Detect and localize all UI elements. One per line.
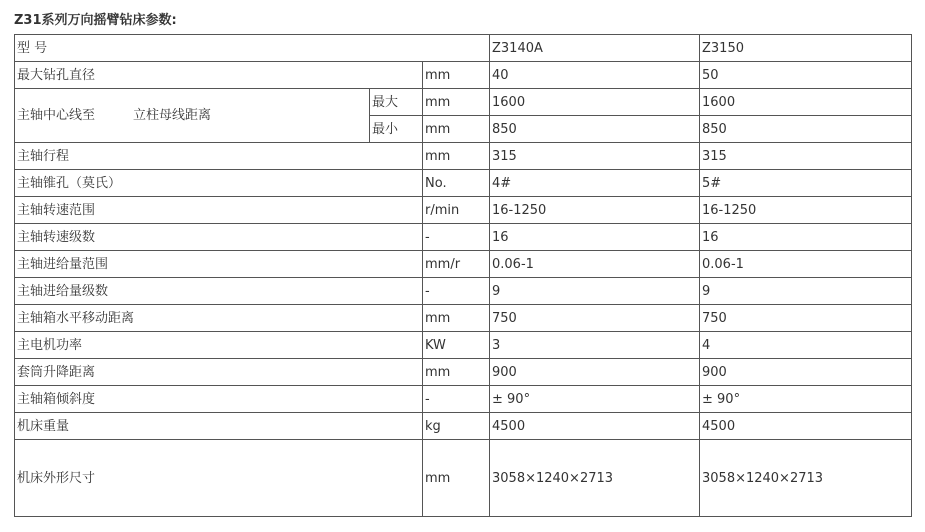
param-unit: mm [423, 116, 490, 143]
param-name [15, 89, 370, 143]
param-unit: r/min [423, 197, 490, 224]
param-name: 主电机功率 [15, 332, 423, 359]
table-row [15, 305, 912, 332]
param-unit: - [423, 224, 490, 251]
param-unit: No. [423, 170, 490, 197]
table-row [15, 332, 912, 359]
value-b: 900 [700, 359, 912, 386]
value-a: 850 [490, 116, 700, 143]
table-row [15, 143, 912, 170]
value-b: ± 90° [700, 386, 912, 413]
sub-label-min: 最小 [370, 116, 423, 143]
header-label: 型 号 [15, 35, 490, 62]
param-name-part2: 立柱母线距离 [133, 108, 212, 123]
value-b: 1600 [700, 89, 912, 116]
value-b: 16-1250 [700, 197, 912, 224]
header-model-b: Z3150 [700, 35, 912, 62]
value-a: 16 [490, 224, 700, 251]
table-row [15, 62, 912, 89]
param-unit: mm [423, 143, 490, 170]
table-row [15, 386, 912, 413]
table-row [15, 224, 912, 251]
table-row [15, 413, 912, 440]
table-row [15, 440, 912, 517]
table-row [15, 197, 912, 224]
value-a: 0.06-1 [490, 251, 700, 278]
table-row [15, 251, 912, 278]
value-a: 16-1250 [490, 197, 700, 224]
param-name: 主轴转速范围 [15, 197, 423, 224]
param-unit: mm [423, 305, 490, 332]
param-unit: mm [423, 359, 490, 386]
value-b: 3058×1240×2713 [700, 440, 912, 517]
table-header-row [15, 35, 912, 62]
header-model-a: Z3140A [490, 35, 700, 62]
sub-label-max: 最大 [370, 89, 423, 116]
param-name: 主轴行程 [15, 143, 423, 170]
value-a: 1600 [490, 89, 700, 116]
param-name: 主轴箱水平移动距离 [15, 305, 423, 332]
value-b: 850 [700, 116, 912, 143]
param-name: 机床外形尺寸 [15, 440, 423, 517]
param-unit: KW [423, 332, 490, 359]
value-a: 315 [490, 143, 700, 170]
value-a: 4500 [490, 413, 700, 440]
param-name: 主轴箱倾斜度 [15, 386, 423, 413]
value-a: 9 [490, 278, 700, 305]
table-row [15, 170, 912, 197]
param-unit: mm [423, 62, 490, 89]
value-a: ± 90° [490, 386, 700, 413]
param-name: 最大钻孔直径 [15, 62, 423, 89]
param-unit: mm [423, 89, 490, 116]
param-name: 主轴进给量范围 [15, 251, 423, 278]
param-name: 套筒升降距离 [15, 359, 423, 386]
value-b: 9 [700, 278, 912, 305]
param-name: 主轴进给量级数 [15, 278, 423, 305]
value-b: 4 [700, 332, 912, 359]
value-a: 900 [490, 359, 700, 386]
value-b: 16 [700, 224, 912, 251]
value-a: 40 [490, 62, 700, 89]
param-unit: - [423, 386, 490, 413]
value-b: 0.06-1 [700, 251, 912, 278]
value-b: 4500 [700, 413, 912, 440]
value-b: 315 [700, 143, 912, 170]
param-name-part1: 主轴中心线至 [17, 108, 96, 123]
value-a: 750 [490, 305, 700, 332]
table-row [15, 278, 912, 305]
value-b: 50 [700, 62, 912, 89]
table-row [15, 359, 912, 386]
value-b: 5# [700, 170, 912, 197]
value-a: 3 [490, 332, 700, 359]
param-name: 主轴转速级数 [15, 224, 423, 251]
page-title: Z31系列万向摇臂钻床参数: [14, 13, 177, 28]
spec-table [14, 34, 912, 517]
value-a: 4# [490, 170, 700, 197]
value-b: 750 [700, 305, 912, 332]
param-name: 机床重量 [15, 413, 423, 440]
param-name: 主轴锥孔（莫氏） [15, 170, 423, 197]
param-unit: mm/r [423, 251, 490, 278]
param-unit: - [423, 278, 490, 305]
param-unit: mm [423, 440, 490, 517]
param-unit: kg [423, 413, 490, 440]
table-row [15, 89, 912, 116]
value-a: 3058×1240×2713 [490, 440, 700, 517]
